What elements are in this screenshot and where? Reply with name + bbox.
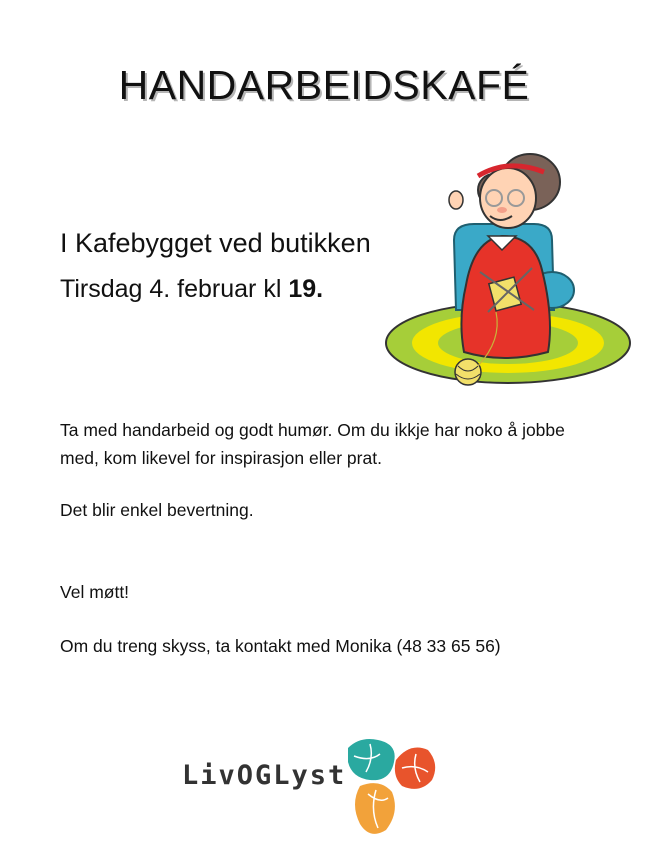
knitting-grandma-illustration: [384, 140, 632, 390]
paragraph-welcome: Vel møtt!: [60, 582, 130, 602]
page-title: HANDARBEIDSKAFÉ: [118, 62, 530, 108]
event-date: [60, 275, 323, 304]
event-location: I Kafebygget ved butikken: [60, 228, 371, 258]
paragraph-intro: Ta med handarbeid og godt humør. Om du ikkje har noko å jobbe med, kom likevel for inspirasjon eller prat.: [60, 420, 565, 468]
livoglyst-logo-icon: [340, 732, 440, 842]
event-date-prefix: Tirsdag 4. februar kl: [60, 275, 289, 303]
paragraph-contact: Om du treng skyss, ta kontakt med Monika (48 33 65 56): [60, 636, 501, 656]
event-time: 19.: [288, 275, 324, 303]
yarn-ball-icon: [455, 359, 481, 385]
paragraph-refreshments: Det blir enkel bevertning.: [60, 500, 254, 520]
logo-text: LivOGLyst: [182, 760, 347, 791]
